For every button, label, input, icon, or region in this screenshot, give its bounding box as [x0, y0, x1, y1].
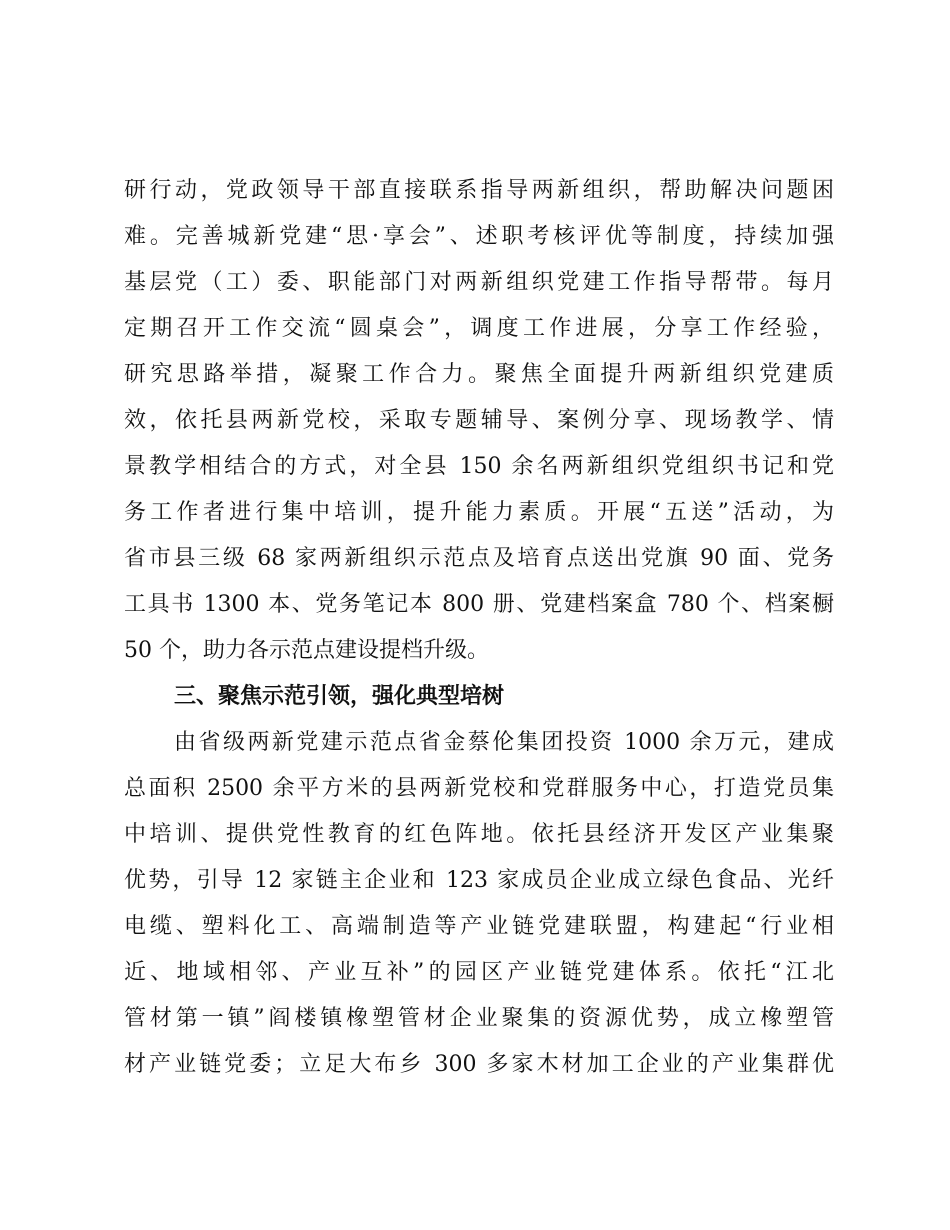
- paragraph-1-line-3: 基层党（工）委、职能部门对两新组织党建工作指导帮带。每月: [124, 270, 834, 295]
- paragraph-1-line-10: 工具书 1300 本、党务笔记本 800 册、党建档案盒 780 个、档案橱: [124, 592, 834, 617]
- section-heading: 三、聚焦示范引领，强化典型培树: [174, 684, 505, 709]
- paragraph-1-line-6: 效，依托县两新党校，采取专题辅导、案例分享、现场教学、情: [124, 408, 834, 433]
- paragraph-2-line-1: 由省级两新党建示范点省金蔡伦集团投资 1000 余万元，建成: [174, 730, 834, 755]
- paragraph-2-line-2: 总面积 2500 余平方米的县两新党校和党群服务中心，打造党员集: [124, 776, 834, 801]
- paragraph-1-line-2: 难。完善城新党建“思·享会”、述职考核评优等制度，持续加强: [124, 224, 834, 249]
- paragraph-2-line-7: 管材第一镇”阎楼镇橡塑管材企业聚集的资源优势，成立橡塑管: [124, 1006, 834, 1031]
- paragraph-1-line-1: 研行动，党政领导干部直接联系指导两新组织，帮助解决问题困: [124, 178, 834, 203]
- paragraph-2-line-8: 材产业链党委；立足大布乡 300 多家木材加工企业的产业集群优: [124, 1052, 834, 1077]
- paragraph-1-line-7: 景教学相结合的方式，对全县 150 余名两新组织党组织书记和党: [124, 454, 834, 479]
- paragraph-1-line-9: 省市县三级 68 家两新组织示范点及培育点送出党旗 90 面、党务: [124, 546, 834, 571]
- paragraph-2-line-4: 优势，引导 12 家链主企业和 123 家成员企业成立绿色食品、光纤: [124, 868, 834, 893]
- paragraph-1-line-8: 务工作者进行集中培训，提升能力素质。开展“五送”活动，为: [124, 500, 834, 525]
- paragraph-2-line-6: 近、地域相邻、产业互补”的园区产业链党建体系。依托“江北: [124, 960, 834, 985]
- paragraph-1-line-4: 定期召开工作交流“圆桌会”，调度工作进展，分享工作经验，: [124, 316, 834, 341]
- paragraph-2-line-5: 电缆、塑料化工、高端制造等产业链党建联盟，构建起“行业相: [124, 914, 834, 939]
- paragraph-1-line-11: 50 个，助力各示范点建设提档升级。: [124, 638, 489, 663]
- document-body: [124, 168, 834, 1088]
- paragraph-1-line-5: 研究思路举措，凝聚工作合力。聚焦全面提升两新组织党建质: [124, 362, 834, 387]
- paragraph-2-line-3: 中培训、提供党性教育的红色阵地。依托县经济开发区产业集聚: [124, 822, 834, 847]
